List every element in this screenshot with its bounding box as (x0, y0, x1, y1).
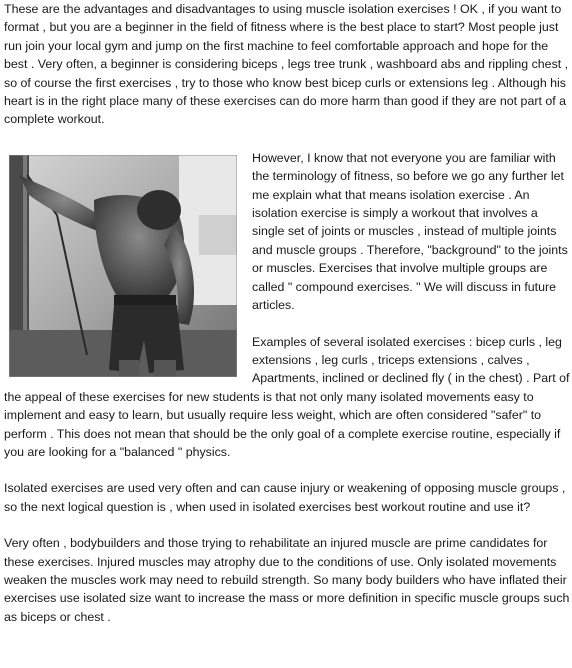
paragraph-rehab: Very often , bodybuilders and those trying to rehabilitate an injured muscle are prime candidates for these exercises. Injured muscles may atrophy due to the conditions of use. Only isolated movements weaken the muscles work may need to rebuild strength. So many body builders who have inflated their exercises use isolated size want to increase the mass or more definition in specific muscle groups such as biceps or chest . (4, 536, 570, 624)
article-body (4, 0, 570, 626)
paragraph-definition: However, I know that not everyone you are familiar with the terminology of fitness, so before we go any further let me explain what that means isolation exercise . An isolation exercise is simply a workout that involves a single set of joints or muscles , instead of multiple joints and muscle groups . Therefore, "background" to the joints or muscles. Exercises that involve multiple groups are called " compound exercises. " We will discuss in future articles. (252, 150, 568, 313)
paragraph-intro: These are the advantages and disadvantages to using muscle isolation exercises ! OK , if you want to format , but you are a beginner in the field of fitness where is the best place to start? Most people just run join your local gym and jump on the first machine to feel comfortable approach and hope for the best . Very often, a beginner is considering biceps , legs tree trunk , washboard abs and rippling chest , so of course the first exercises , try to those who know best bicep curls or extensions leg . Although his heart is in the right place many of these exercises can do more harm than good if they are not part of a complete workout. (4, 2, 569, 127)
paragraph-examples: Examples of several isolated exercises : bicep curls , leg extensions , leg curls , triceps extensions , calves , Apartments, inclined or declined fly ( in the chest) . Part of the appeal of these exercises for new students is that not only many isolated movements easy to implement and easy to learn, but usually require less weight, which are often considered "safer" to perform . This does not mean that should be the only goal of a complete exercise routine, especially if you are looking for a "balanced " physics. (4, 334, 570, 459)
bodybuilder-cable-fly-photo (9, 155, 237, 377)
paragraph-injury: Isolated exercises are used very often and can cause injury or weakening of opposing muscle groups , so the next logical question is , when used in isolated exercises best workout routine and use it? (4, 481, 566, 514)
